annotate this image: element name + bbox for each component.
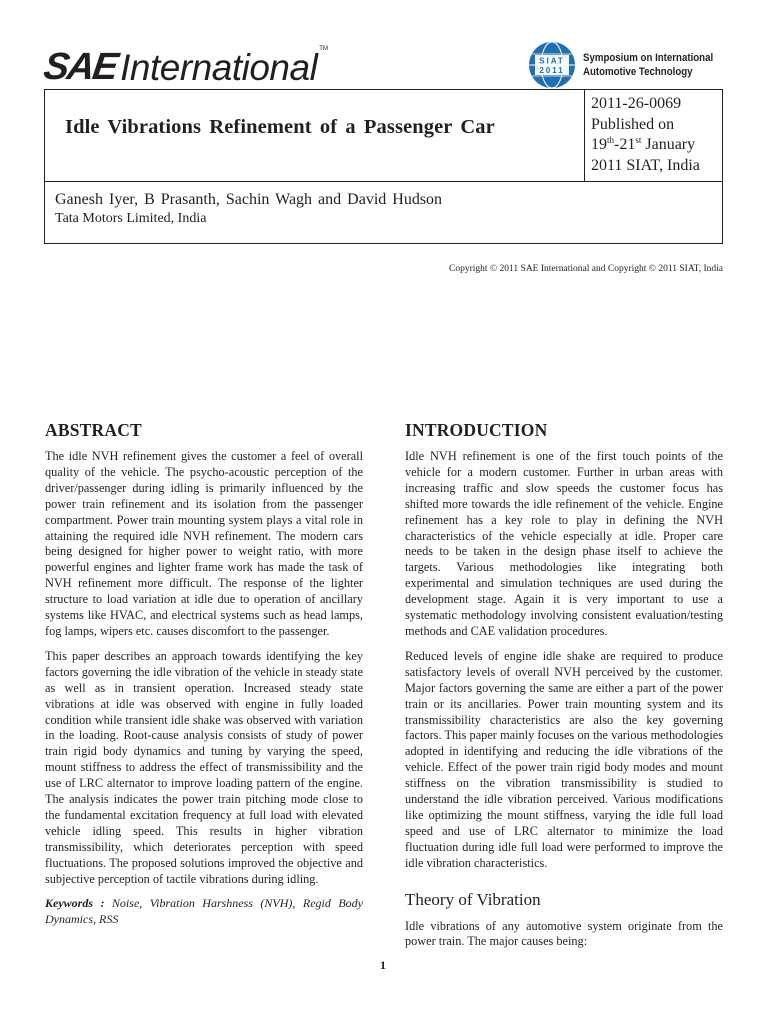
copyright-notice: Copyright © 2011 SAE International and Copyright © 2011 SIAT, India [449, 264, 723, 274]
siat-logo [527, 40, 731, 90]
left-column [45, 420, 363, 928]
paper-meta [584, 90, 722, 182]
page-number: 1 [380, 958, 386, 972]
siat-name [583, 51, 713, 79]
abstract-heading: ABSTRACT [45, 420, 142, 440]
theory-paragraph: Idle vibrations of any automotive system originate from the power train. The major causes being: [405, 918, 723, 949]
theory-heading: Theory of Vibration [405, 889, 541, 909]
authors: Ganesh Iyer, B Prasanth, Sachin Wagh and David Hudson [55, 191, 443, 208]
siat-line-1: Symposium on International [583, 52, 714, 64]
siat-badge-bottom: 2011 [539, 66, 565, 75]
paper-title: Idle Vibrations Refinement of a Passenger Car [65, 116, 495, 138]
siat-globe-icon [527, 40, 577, 90]
introduction-paragraph: Idle NVH refinement is one of the first touch points of the vehicle for a modern customer. Further in urban areas with increasing traffic and slow speeds the customer focus has shifted more towards the idle refinement of the vehicle. Engine refinement has a key role to play in defining the NVH characteristics of the vehicle especially at idle. Proper care needs to be taken in the design phase itself to achieve the targets. Various methodologies like integrating both experimental and simulation techniques are used during the development stage. Again it is very important to use a systematic methodology involving consistent evaluation/testing methods and CAE validation procedures. [405, 449, 723, 638]
right-column [405, 420, 723, 959]
introduction-heading: INTRODUCTION [405, 420, 548, 440]
introduction-paragraph: Reduced levels of engine idle shake are required to produce satisfactory levels of overall NVH perceived by the customer. Major factors governing the same are either a part of the power train or its ancillaries. Power train mounting system and its transmissibility characteristics are also the key governing factors. This paper mainly focuses on the various methodologies adopted in identifying and reducing the idle vibrations of the vehicle. Effect of the power train rigid body modes and mount stiffness on the vibration transmissibility is studied to understand the idle vibration perceived. Various modifications like optimizing the mount stiffness, varying the idle full load speed and use of LRC alternator to minimize the load fluctuation during idle full load were performed to improve the idle vibration characteristics. [405, 648, 723, 870]
siat-badge-top: SIAT [539, 56, 565, 66]
abstract-paragraph: This paper describes an approach towards identifying the key factors governing the idle vibration of the vehicle in steady state as well as in transient operation. Increased steady state vibrations at idle was observed with engine in fully loaded condition while transient idle shake was observed with variation in the loading. Root-cause analysis consists of study of power train rigid body dynamics and tuning by varying the speed, mount stiffness to address the effect of transmissibility and the use of LRC alternator to improve loading pattern of the engine. The analysis indicates the power train pitching mode close to the fundamental excitation frequency at full load with elevated vehicle idling speed. This results in higher vibration transmissibility, which deteriorates perception with speed fluctuations. The proposed solutions improved the objective and subjective perception of tactile vibrations during idling. [45, 648, 363, 886]
title-row [45, 90, 722, 182]
siat-line-2: Automotive Technology [583, 66, 693, 78]
title-box [44, 89, 723, 244]
sae-international-logo [41, 44, 328, 88]
date-day-start: 19 [591, 136, 607, 153]
published-label: Published on [591, 115, 675, 133]
date-day-end: -21 [614, 136, 636, 153]
date-month: January [641, 136, 696, 153]
keywords-label: Keywords : [45, 896, 105, 911]
event-name: 2011 SIAT, India [591, 156, 700, 174]
paper-number: 2011-26-0069 [591, 95, 682, 112]
date-ordinal-end: st [635, 135, 642, 145]
publication-date [591, 135, 722, 156]
date-ordinal-start: th [607, 135, 615, 145]
affiliation: Tata Motors Limited, India [55, 211, 207, 226]
sae-logo-wordmark: International [120, 47, 318, 88]
keywords-list: Noise, Vibration Harshness (NVH), Regid Body Dynamics, RSS [45, 896, 363, 927]
keywords [45, 896, 363, 928]
sae-logo-mark: SAE [41, 46, 120, 88]
trademark-symbol: TM [319, 46, 328, 52]
abstract-paragraph: The idle NVH refinement gives the customer a feel of overall quality of the vehicle. The psycho-acoustic perception of the driver/passenger during idling is primarily influenced by the power train refinement and its isolation from the passenger compartment. Power train mounting system plays a vital role in attaining the required idle NVH refinement. The modern cars being designed for higher power to weight ratio, with more powerful engines and lighter frame work has made the task of NVH refinement more difficult. The response of the lighter structure to load variation at idle due to operation of ancillary systems like HVAC, and electrical systems such as head lamps, fog lamps, wipers etc. causes discomfort to the passenger. [45, 449, 363, 638]
